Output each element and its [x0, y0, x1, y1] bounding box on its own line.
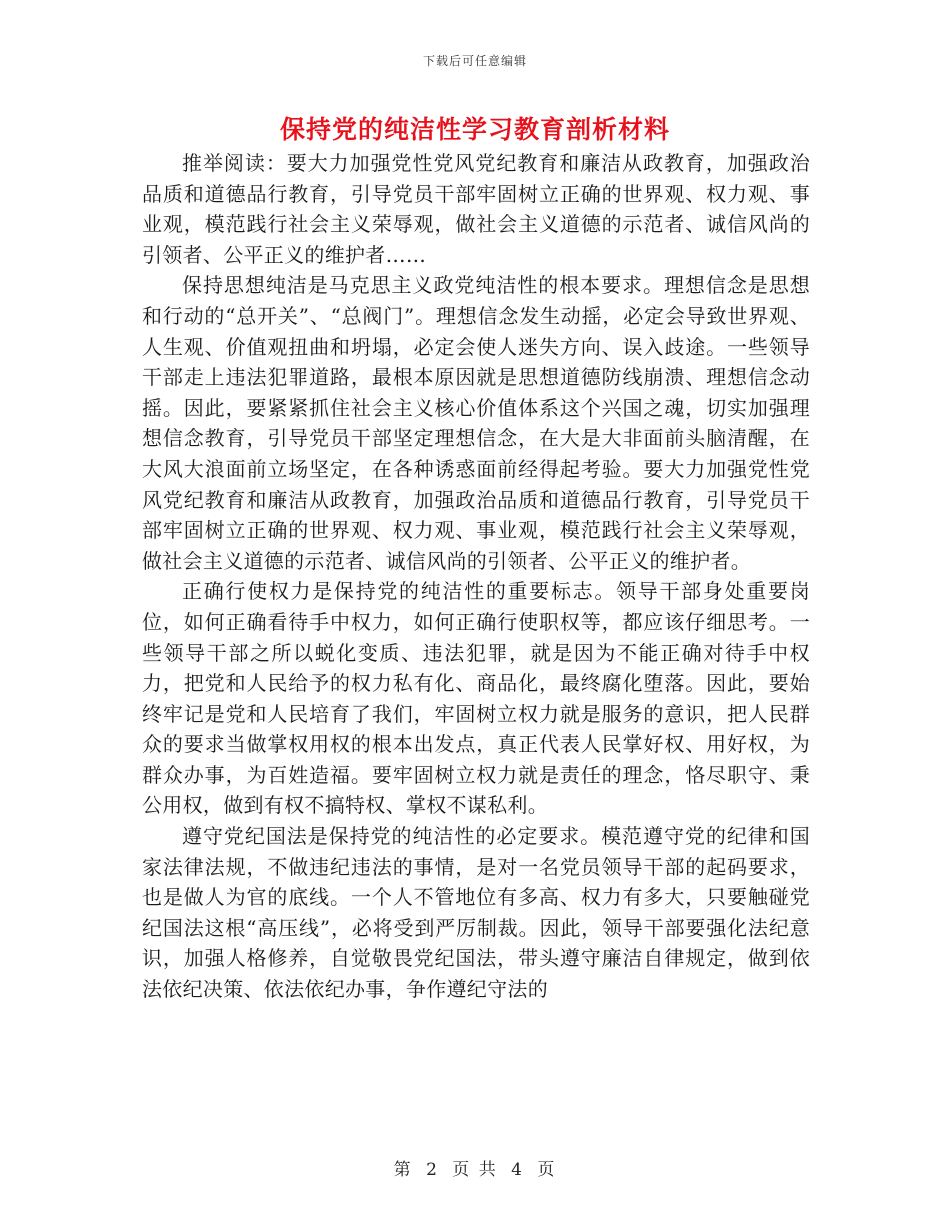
total-page-count: 4	[511, 1160, 524, 1180]
paragraph-observe-discipline: 遵守党纪国法是保持党的纯洁性的必定要求。模范遵守党的纪律和国家法律法规，不做违纪违法的事情，是对一名党员领导干部的起码要求，也是做人为官的底线。一个人不管地位有多高、权力有多大，只要触碰党纪国法这根“高压线”，必将受到严厉制裁。因此，领导干部要强化法纪意识，加强人格修养，自觉敬畏党纪国法，带头遵守廉洁自律规定，做到依法依纪决策、依法依纪办事，争作遵纪守法的	[142, 824, 810, 1002]
footer-middle: 页 共	[452, 1160, 498, 1180]
footer-prefix: 第	[393, 1160, 413, 1180]
paragraph-ideological-purity: 保持思想纯洁是马克思主义政党纯洁性的根本要求。理想信念是思想和行动的“总开关”、“总阀门”。理想信念发生动摇，必定会导致世界观、人生观、价值观扭曲和坍塌，必定会使人迷失方向、误入歧途。一些领导干部走上违法犯罪道路，最根本原因就是思想道德防线崩溃、理想信念动摇。因此，要紧紧抓住社会主义核心价值体系这个兴国之魂，切实加强理想信念教育，引导党员干部坚定理想信念，在大是大非面前头脑清醒，在大风大浪面前立场坚定，在各种诱惑面前经得起考验。要大力加强党性党风党纪教育和廉洁从政教育，加强政治品质和道德品行教育，引导党员干部牢固树立正确的世界观、权力观、事业观，模范践行社会主义荣辱观，做社会主义道德的示范者、诚信风尚的引领者、公平正义的维护者。	[142, 273, 810, 573]
document-title: 保持党的纯洁性学习教育剖析材料	[279, 115, 670, 144]
current-page-number: 2	[426, 1160, 439, 1180]
paragraph-recommended-reading: 推举阅读：要大力加强党性党风党纪教育和廉洁从政教育，加强政治品质和道德品行教育，引导党员干部牢固树立正确的世界观、权力观、事业观，模范践行社会主义荣辱观，做社会主义道德的示范者、诚信风尚的引领者、公平正义的维护者……	[142, 151, 810, 267]
header-note: 下载后可任意编辑	[422, 54, 527, 68]
page-footer	[0, 1155, 950, 1180]
paragraph-exercise-power: 正确行使权力是保持党的纯洁性的重要标志。领导干部身处重要岗位，如何正确看待手中权力，如何正确行使职权等，都应该仔细思考。一些领导干部之所以蜕化变质、违法犯罪，就是因为不能正确对待手中权力，把党和人民给予的权力私有化、商品化，最终腐化堕落。因此，要始终牢记是党和人民培育了我们，牢固树立权力就是服务的意识，把人民群众的要求当做掌权用权的根本出发点，真正代表人民掌好权、用好权，为群众办事，为百姓造福。要牢固树立权力就是责任的理念，恪尽职守、秉公用权，做到有权不搞特权、掌权不谋私利。	[142, 579, 810, 818]
document-body	[142, 148, 810, 1005]
footer-suffix: 页	[537, 1160, 557, 1180]
